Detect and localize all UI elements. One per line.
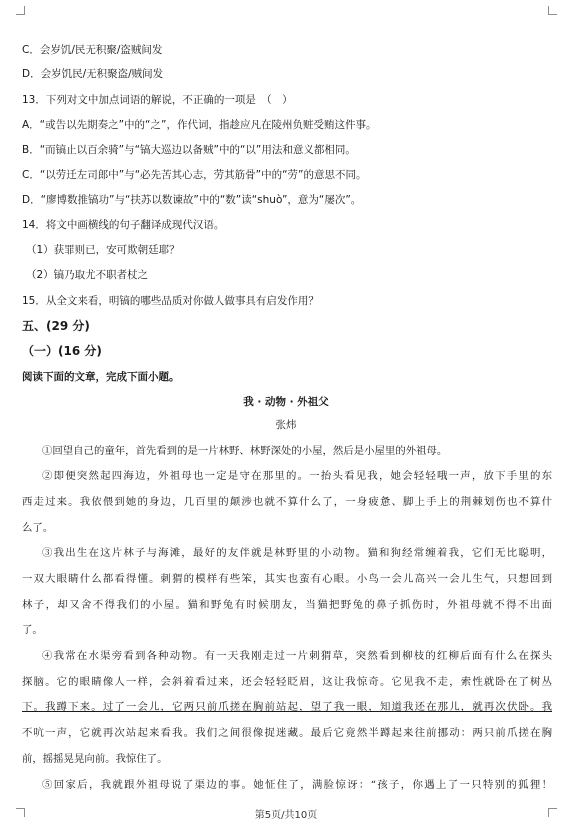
paragraph-2-line-2: 西走过来。我依偎到她的身边，几百里的颠涉也就不算什么了，一身疲惫、脚上手上的荆棘划伤也不算什 [22,496,552,508]
paragraph-2-line-3: 么了。 [22,522,54,534]
page-number-footer: 第5页/共10页 [254,810,318,821]
paragraph-5-line-1: ⑤回家后，我就跟外祖母说了渠边的事。她怔住了，满脸惊讶：“孩子，你遇上了一只特别的狐狸！ [42,779,552,791]
option-c-top: C．会岁饥/民无积聚/盗贼间发 [22,44,163,56]
paragraph-4-line-1: ④我常在水渠旁看到各种动物。有一天我刚走过一片刺猬草，突然看到柳枝的红柳后面有什么在探头 [42,650,552,662]
article-title: 我 · 动物 · 外祖父 [243,396,329,408]
corner-mark-top-right [548,6,557,15]
question-14-item-2: （2）镐乃取尤不职者杖之 [26,269,149,281]
section-5-sub-heading: （一）(16 分) [22,344,102,358]
paragraph-3-line-3: 林子，却又舍不得我们的小屋。猫和野兔有时候朋友，当猫把野兔的鼻子抓伤时，外祖母就不得不出面 [22,599,552,611]
paragraph-4-line-5: 前，摇摇晃晃向前。我惊住了。 [22,753,168,765]
option-d-top: D．会岁饥民/无积聚盗/贼间发 [22,68,164,80]
paragraph-2-line-1: ②即便突然起四海边，外祖母也一定是守在那里的。一抬头看见我，她会轻轻哦一声，放下手里的东 [42,470,552,482]
question-13-stem: 13．下列对文中加点词语的解说，不正确的一项是 （ ） [22,94,293,106]
paragraph-4-line-3: 下。我蹲下来。过了一会儿，它两只前爪搓在胸前站起，望了我一眼，知道我还在那儿，就再次伏卧。我 [22,701,552,713]
paragraph-3-line-1: ③我出生在这片林子与海滩，最好的友伴就是林野里的小动物。猫和狗经常缠着我，它们无比聪明， [42,547,552,559]
section-5-heading: 五、(29 分) [22,319,90,333]
question-13-option-c: C．“以劳迁左司郎中”与“必先苦其心志，劳其筋骨”中的“劳”的意思不同。 [22,169,367,181]
question-13-option-a: A．“或告以先期奏之”中的“之”，作代词，指趁应凡在陵州负赃受贿这件事。 [22,119,377,131]
reading-instruction: 阅读下面的文章，完成下面小题。 [22,371,180,383]
paragraph-4-line-4: 不吭一声，它就再次站起来看我。我们之间很像捉迷藏。最后它竟然半蹲起来往前挪动：两只前爪搓在胸 [22,727,552,739]
question-13-option-b: B．“而镐止以百余骑”与“镐大巡边以备贼”中的“以”用法和意义都相同。 [22,144,356,156]
question-14-stem: 14．将文中画横线的句子翻译成现代汉语。 [22,219,225,231]
paragraph-4-line-2: 探脑。它的眼睛像人一样，会斜着看过来，还会轻轻眨眉，这让我惊奇。它见我不走，索性就卧在了树丛 [22,676,552,688]
paragraph-1-line-1: ①回望自己的童年，首先看到的是一片林野、林野深处的小屋，然后是小屋里的外祖母。 [42,445,448,457]
question-13-option-d: D．“廖博数推镐功”与“扶苏以数谏故”中的“数”读“shuò”，意为“屡次”。 [22,194,362,206]
question-15-stem: 15．从全文来看，明镐的哪些品质对你做人做事具有启发作用？ [22,295,319,307]
corner-mark-top-left [16,6,25,15]
article-author: 张炜 [275,419,297,431]
paragraph-3-line-2: 一双大眼睛什么都看得懂。刺猬的模样有些笨，其实也蛮有心眼。小鸟一会儿高兴一会儿生气，只想回到 [22,573,552,585]
question-14-item-1: （1）获罪则已，安可欺朝廷耶？ [26,244,180,256]
paragraph-3-line-4: 了。 [22,624,43,636]
